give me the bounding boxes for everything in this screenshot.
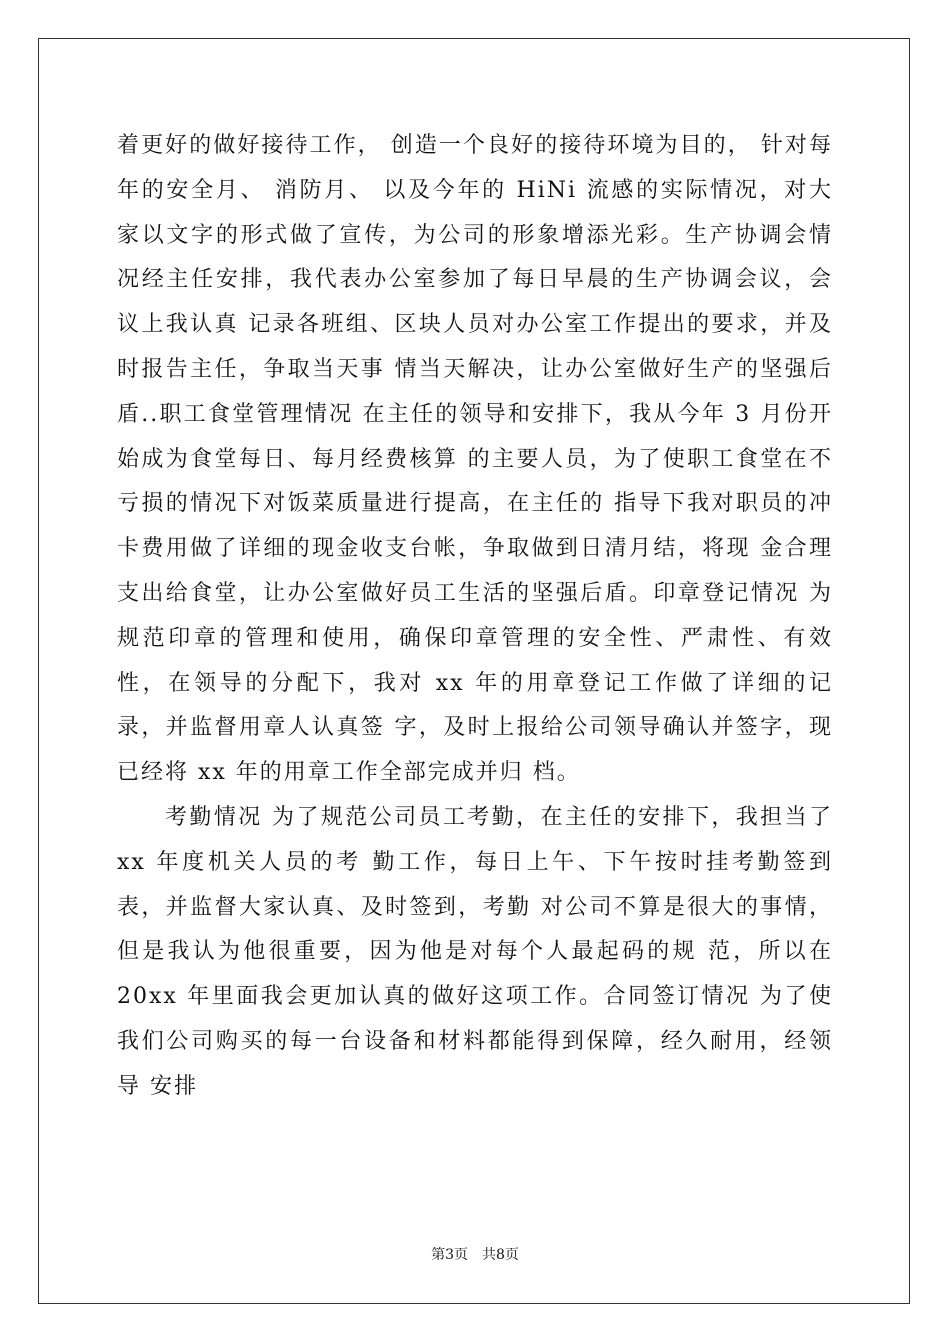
paragraph-1: 着更好的做好接待工作， 创造一个良好的接待环境为目的， 针对每年的安全月、 消防月、 以及今年的 HiNi 流感的实际情况，对大家以文字的形式做了宣传，为公司的形象增添光彩。生产协调会情况经主任安排，我代表办公室参加了每日早晨的生产协调会议，会议上我认真 记录各班组、区块人员对办公室工作提出的要求，并及时报告主任，争取当天事 情当天解决，让办公室做好生产的坚强后盾..职工食堂管理情况 在主任的领导和安排下，我从今年 3 月份开始成为食堂每日、每月经费核算 的主要人员，为了使职工食堂在不亏损的情况下对饭菜质量进行提高，在主任的 指导下我对职员的冲卡费用做了详细的现金收支台帐，争取做到日清月结，将现 金合理支出给食堂，让办公室做好员工生活的坚强后盾。印章登记情况 为规范印章的管理和使用，确保印章管理的安全性、严肃性、有效性，在领导的分配下，我对 xx 年的用章登记工作做了详细的记录，并监督用章人认真签 字，及时上报给公司领导确认并签字，现已经将 xx 年的用章工作全部完成并归 档。 — [117, 133, 833, 786]
paragraph-2: 考勤情况 为了规范公司员工考勤，在主任的安排下，我担当了 xx 年度机关人员的考 勤工作，每日上午、下午按时挂考勤签到表，并监督大家认真、及时签到，考勤 对公司不算是很大的事情，但是我认为他很重要，因为他是对每个人最起码的规 范，所以在 20xx 年里面我会更加认真的做好这项工作。合同签订情况 为了使我们公司购买的每一台设备和材料都能得到保障，经久耐用，经领导 安排 — [117, 804, 833, 1099]
document-body — [117, 124, 833, 1110]
page-number: 第3页 共8页 — [431, 1247, 519, 1263]
